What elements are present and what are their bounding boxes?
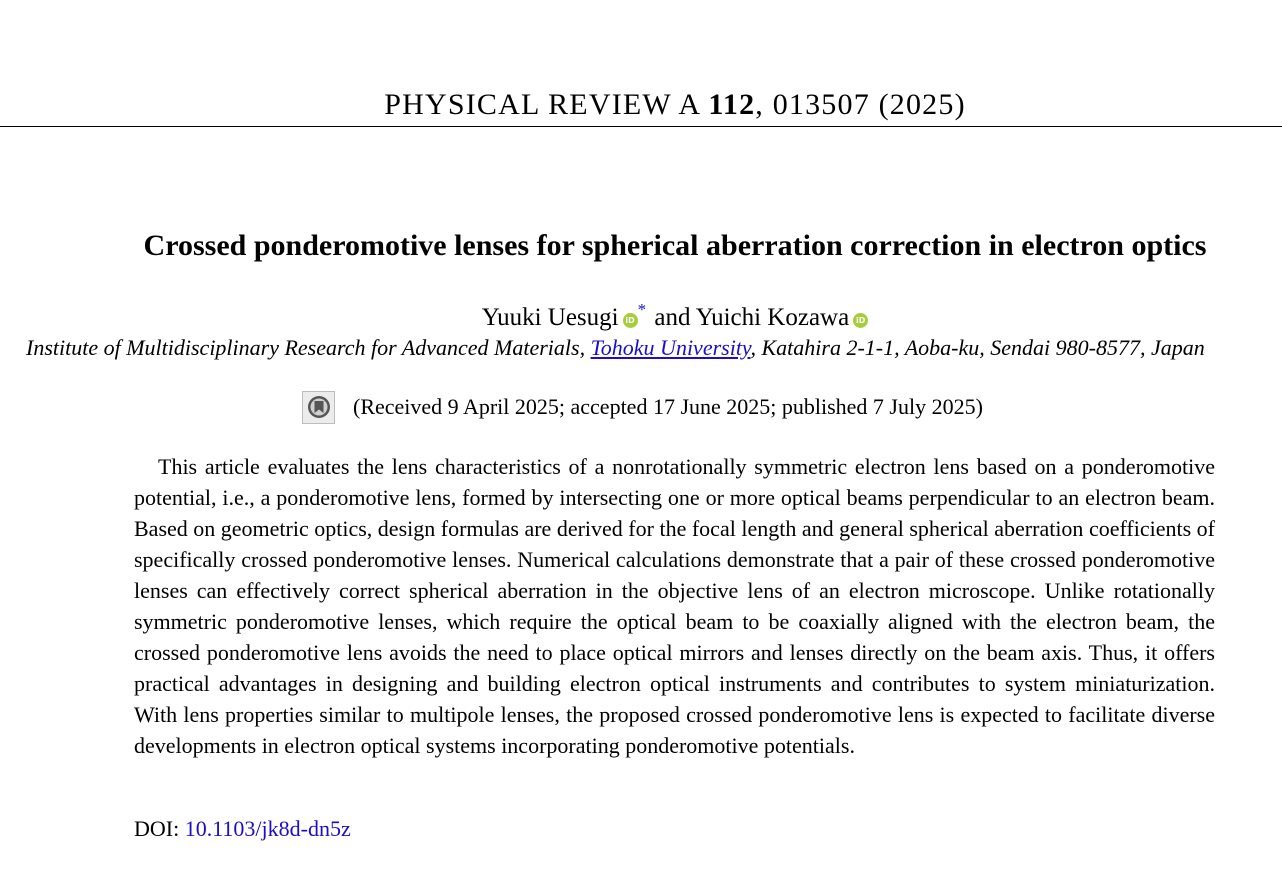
publication-dates-row <box>302 390 983 424</box>
abstract <box>134 451 1215 761</box>
author-name[interactable]: Yuichi Kozawa <box>695 304 850 331</box>
publication-dates: (Received 9 April 2025; accepted 17 June 2025; published 7 July 2025) <box>353 394 983 419</box>
check-for-updates-icon[interactable] <box>302 391 335 424</box>
doi-link[interactable]: 10.1103/jk8d-dn5z <box>184 816 351 841</box>
author-conjunction: and <box>654 304 691 331</box>
journal-name: PHYSICAL REVIEW A <box>384 88 700 121</box>
author-name[interactable]: Yuuki Uesugi <box>481 304 619 331</box>
orcid-icon[interactable]: iD <box>623 313 638 328</box>
doi-line <box>134 816 351 842</box>
corresponding-author-mark[interactable]: * <box>637 300 647 319</box>
abstract-text: This article evaluates the lens characteristics of a nonrotationally symmetric electron lens based on a ponderomotive potential, i.e., a ponderomotive lens, formed by intersecting one or more optical beams perpendicular to an electron beam. Based on geometric optics, design formulas are derived for the focal length and general spherical aberration coefficients of specifically crossed ponderomotive lenses. Numerical calculations demonstrate that a pair of these crossed ponderomotive lenses can effectively correct spherical aberration in the objective lens of an electron microscope. Unlike rotationally symmetric ponderomotive lenses, which require the optical beam to be coaxially aligned with the electron beam, the crossed ponderomotive lens avoids the need to place optical mirrors and lenses directly on the beam axis. Thus, it offers practical advantages in designing and building electron optical instruments and contributes to system miniaturization. With lens properties similar to multipole lenses, the proposed crossed ponderomotive lens is expected to facilitate diverse developments in electron optical systems incorporating ponderomotive potentials. <box>134 454 1215 758</box>
journal-volume: 112 <box>708 88 756 121</box>
affiliation-university-link[interactable]: Tohoku University <box>590 335 751 360</box>
orcid-icon[interactable]: iD <box>853 313 868 328</box>
affiliation-address: , Katahira 2-1-1, Aoba-ku, Sendai 980-8577, Japan <box>750 335 1205 360</box>
affiliation-institute: Institute of Multidisciplinary Research for Advanced Materials, <box>26 335 586 360</box>
journal-article-number: , 013507 (2025) <box>755 88 966 121</box>
doi-label: DOI: <box>134 816 180 841</box>
author-list <box>0 300 1282 332</box>
journal-header <box>0 88 1282 122</box>
paper-title: Crossed ponderomotive lenses for spherical aberration correction in electron optics <box>143 229 1207 262</box>
header-rule <box>0 126 1282 127</box>
affiliation <box>26 335 1205 361</box>
